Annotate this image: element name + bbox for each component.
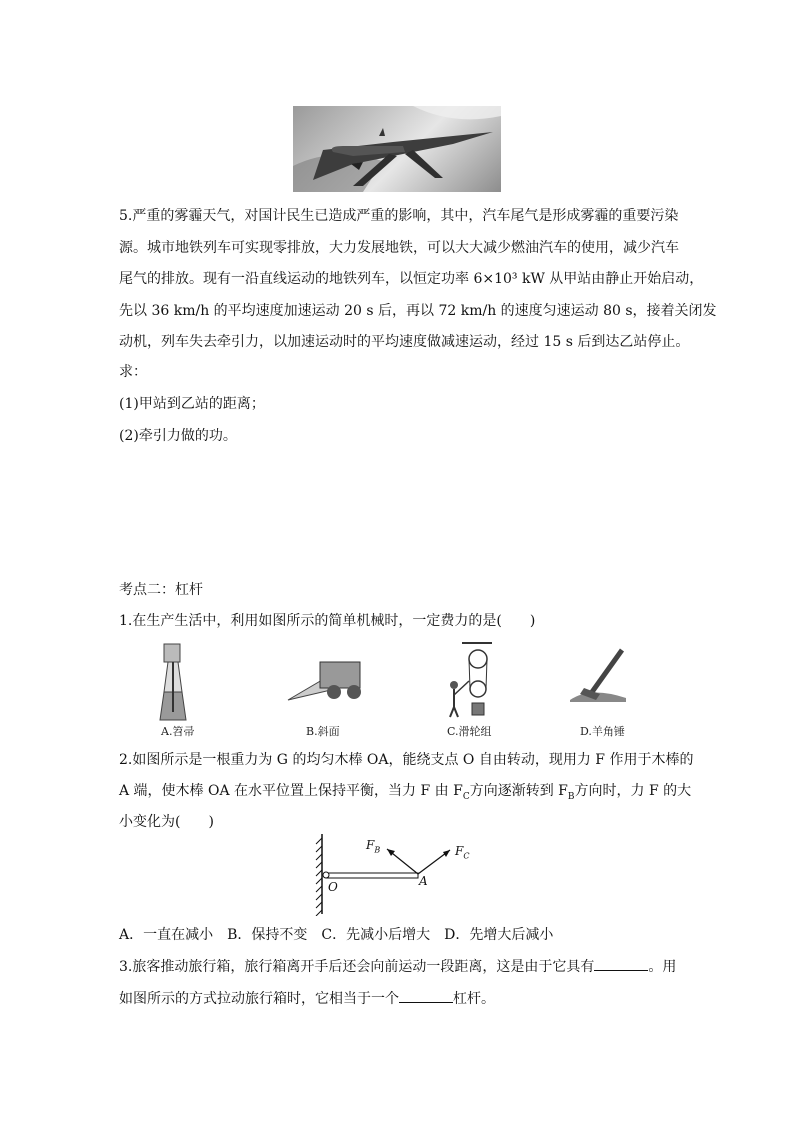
label-fc: $F_C$ xyxy=(455,844,470,861)
q3-line-2: 如图所示的方式拉动旅行箱时，它相当于一个 杠杆。 xyxy=(119,988,495,1009)
q1-stem: 1.在生产生活中，利用如图所示的简单机械时，一定费力的是( ) xyxy=(119,613,536,629)
option-d-label: D.羊角锤 xyxy=(580,725,625,738)
label-a: A xyxy=(419,874,428,888)
option-b-label: B.斜面 xyxy=(306,725,340,738)
slope-figure xyxy=(286,656,366,704)
pulley-figure xyxy=(444,641,494,719)
section-title: 考点二：杠杆 xyxy=(119,582,203,598)
drone-photo xyxy=(293,106,501,192)
q2-line-2: A 端，使木棒 OA 在水平位置上保持平衡，当力 F 由 $F_C$方向逐渐转到 $F_B$方向时，力 F 的大 xyxy=(119,783,692,802)
answer-blank-1[interactable] xyxy=(594,956,648,971)
q5-sub-question-2: (2)牵引力做的功。 xyxy=(119,428,237,444)
q5-line-2: 源。城市地铁列车可实现零排放，大力发展地铁，可以大大减少燃油汽车的使用，减少汽车 xyxy=(119,240,679,256)
q2-choices: A．一直在减小 B．保持不变 C．先减小后增大 D．先增大后减小 xyxy=(119,927,554,943)
q3-line-1: 3.旅客推动旅行箱，旅行箱离开手后还会向前运动一段距离，这是由于它具有 。用 xyxy=(119,956,676,977)
label-o: O xyxy=(328,880,338,894)
q5-line-1: 5.严重的雾霾天气，对国计民生已造成严重的影响，其中，汽车尾气是形成雾霾的重要污染 xyxy=(119,208,679,224)
label-fb: $F_B$ xyxy=(366,838,381,855)
broom-figure xyxy=(156,642,196,722)
q2-line-1: 2.如图所示是一根重力为 G 的均匀木棒 OA，能绕支点 O 自由转动，现用力 F 作用于木棒的 xyxy=(119,752,694,768)
option-c-label: C.滑轮组 xyxy=(447,725,492,738)
answer-blank-2[interactable] xyxy=(399,988,453,1003)
q5-sub-question-1: (1)甲站到乙站的距离； xyxy=(119,396,265,412)
claw-hammer-figure xyxy=(570,648,630,702)
q5-line-5: 动机，列车失去牵引力，以加速运动时的平均速度做减速运动，经过 15 s 后到达乙站停止。 xyxy=(119,334,690,350)
q2-line-3: 小变化为( ) xyxy=(119,814,214,830)
q5-line-3: 尾气的排放。现有一沿直线运动的地铁列车，以恒定功率 6×10³ kW 从甲站由静止开始启动， xyxy=(119,271,704,287)
option-a-label: A.笤帚 xyxy=(161,725,195,738)
q5-line-4: 先以 36 km/h 的平均速度加速运动 20 s 后，再以 72 km/h 的速度匀速运动 80 s，接着关闭发 xyxy=(119,303,717,319)
q5-line-6: 求： xyxy=(119,364,147,380)
